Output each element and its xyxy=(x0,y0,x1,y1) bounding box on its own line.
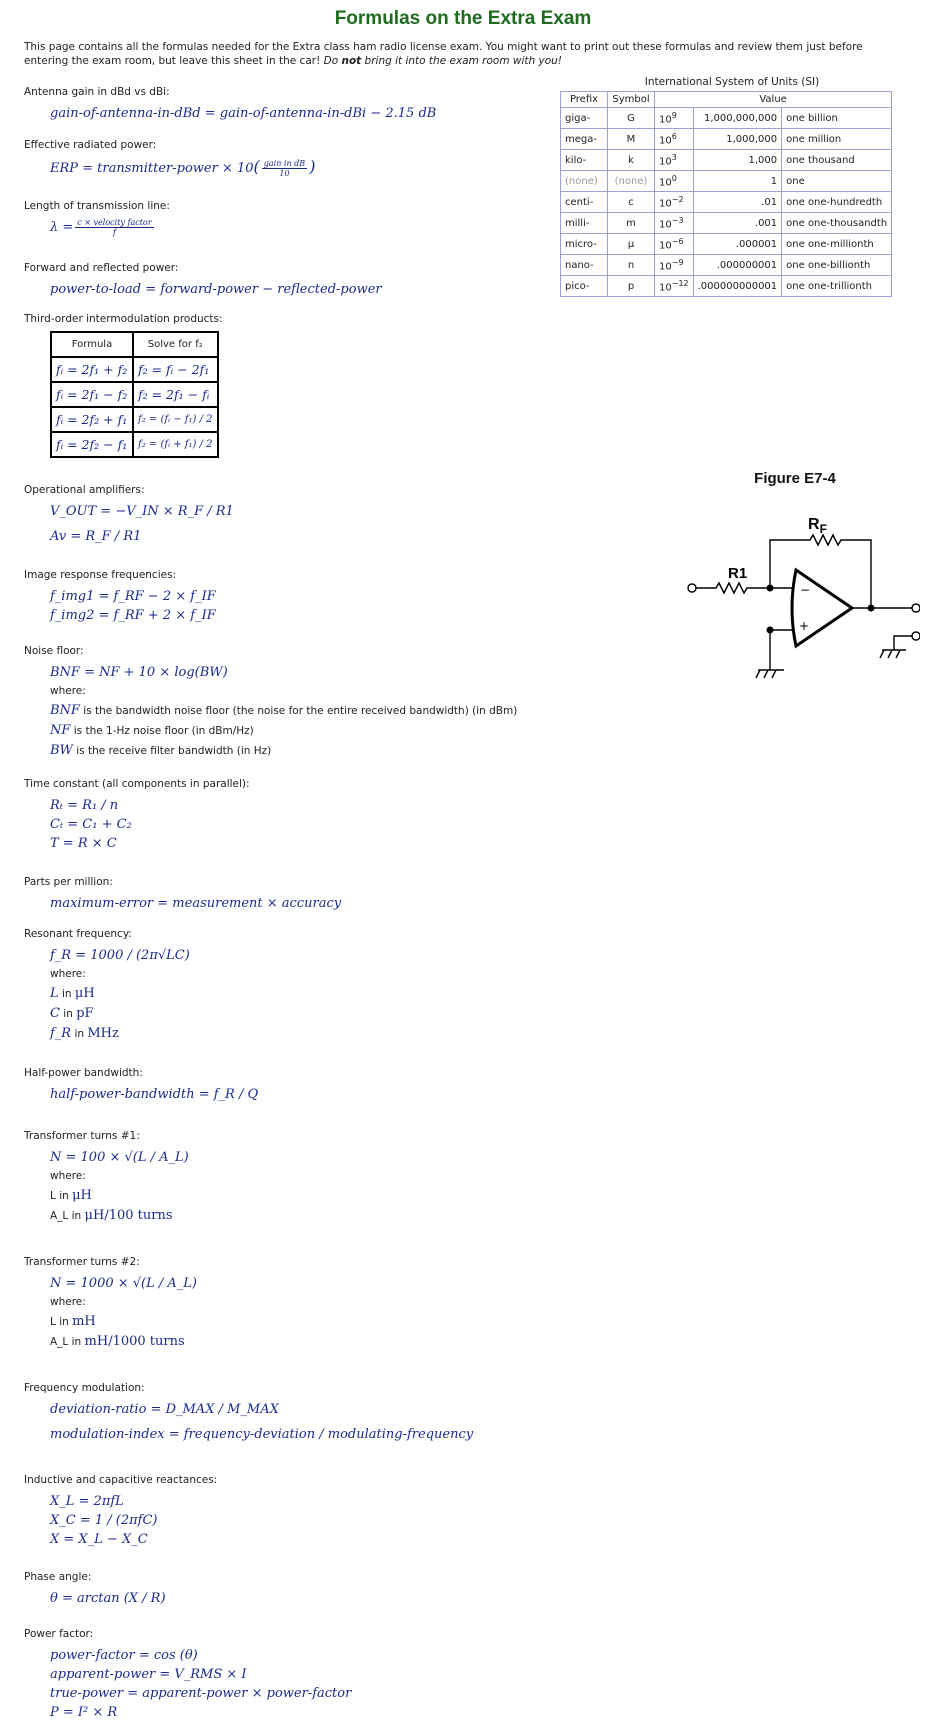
section-label: Antenna gain in dBd vs dBi: xyxy=(24,86,170,98)
formula: θ = arctan (X / R) xyxy=(50,1591,166,1606)
value-cell: .001 xyxy=(693,213,782,234)
intermod-table xyxy=(50,331,219,458)
note: f_R in MHz xyxy=(50,1026,119,1041)
ground-icon xyxy=(880,636,912,658)
formula: maximum-error = measurement × accuracy xyxy=(50,896,342,911)
power-cell: $10^3$ xyxy=(655,150,694,171)
section-line-length xyxy=(24,200,544,237)
intro-paragraph: This page contains all the formulas needed for the Extra class ham radio license exam. You might want to print out these formulas and review them just before entering the exam room, but leave this sheet in the car! Do not bring it into the exam room with you! xyxy=(24,41,863,67)
words-cell: one thousand xyxy=(782,150,892,171)
note: where: xyxy=(50,968,86,980)
column-header: Value xyxy=(655,92,892,108)
ground-icon xyxy=(756,670,784,678)
formula: apparent-power = V_RMS × I xyxy=(50,1667,247,1682)
section-turns-2 xyxy=(24,1256,544,1352)
prefix-cell: mega- xyxy=(561,129,608,150)
table-row xyxy=(561,255,892,276)
prefix-cell: nano- xyxy=(561,255,608,276)
section-forward-power xyxy=(24,262,544,299)
formula: gain-of-antenna-in-dBd = gain-of-antenna-in-dBi − 2.15 dB xyxy=(50,106,437,121)
formula: X_C = 1 / (2πfC) xyxy=(50,1513,158,1528)
section-reactance xyxy=(24,1474,544,1549)
formula: Rₜ = R₁ / n xyxy=(50,798,119,813)
value-cell: 1,000,000 xyxy=(693,129,782,150)
words-cell: one billion xyxy=(782,108,892,129)
formula: true-power = apparent-power × power-factor xyxy=(50,1686,352,1701)
note: A_L in mH/1000 turns xyxy=(50,1334,185,1349)
words-cell: one xyxy=(782,171,892,192)
power-cell: $10^{-6}$ xyxy=(655,234,694,255)
words-cell: one million xyxy=(782,129,892,150)
formula: f_img2 = f_RF + 2 × f_IF xyxy=(50,608,216,623)
value-cell: .01 xyxy=(693,192,782,213)
symbol-cell: n xyxy=(608,255,655,276)
table-row xyxy=(561,192,892,213)
formula: V_OUT = −V_IN × R_F / R1 xyxy=(50,504,234,519)
formula: P = I² × R xyxy=(50,1705,118,1720)
rf-label: $R_F$ xyxy=(808,516,827,536)
symbol-cell: μ xyxy=(608,234,655,255)
section-label: Frequency modulation: xyxy=(24,1382,145,1394)
section-antenna-gain xyxy=(24,86,544,123)
r1-label: R1 xyxy=(728,565,748,582)
output-terminal xyxy=(912,604,920,612)
section-label: Parts per million: xyxy=(24,876,113,888)
minus-sign: − xyxy=(800,583,811,597)
table-row xyxy=(561,213,892,234)
value-cell: .000001 xyxy=(693,234,782,255)
table-row: fᵢ = 2f₁ + f₂ f₂ = fᵢ − 2f₁ xyxy=(51,357,218,382)
table-row xyxy=(561,150,892,171)
prefix-cell: centi- xyxy=(561,192,608,213)
section-image-response xyxy=(24,569,544,625)
si-table-caption: International System of Units (SI) xyxy=(644,76,820,88)
symbol-cell: k xyxy=(608,150,655,171)
table-row: fᵢ = 2f₂ − f₁ f₂ = (fᵢ + f₁) / 2 xyxy=(51,432,218,457)
op-amp-circuit-diagram xyxy=(680,500,920,690)
value-cell: .000000000001 xyxy=(693,276,782,297)
value-cell: 1,000,000,000 xyxy=(693,108,782,129)
section-ppm xyxy=(24,876,544,913)
value-cell: .000000001 xyxy=(693,255,782,276)
section-label: Power factor: xyxy=(24,1628,94,1640)
formula: T = R × C xyxy=(50,836,117,851)
section-noise-floor xyxy=(24,645,564,761)
section-label: Inductive and capacitive reactances: xyxy=(24,1474,218,1486)
formula: λ = $\frac{\text{c × velocity factor}}{f}$ xyxy=(50,218,152,237)
formula: X_L = 2πfL xyxy=(50,1494,124,1509)
note: where: xyxy=(50,685,86,697)
section-erp xyxy=(24,139,544,178)
page-title: Formulas on the Extra Exam xyxy=(334,8,592,29)
power-cell: $10^{-3}$ xyxy=(655,213,694,234)
words-cell: one one-millionth xyxy=(782,234,892,255)
symbol-cell: G xyxy=(608,108,655,129)
table-row xyxy=(561,171,892,192)
section-label: Third-order intermodulation products: xyxy=(24,313,223,325)
power-cell: $10^{-12}$ xyxy=(655,276,694,297)
formula: Cₜ = C₁ + C₂ xyxy=(50,817,132,832)
note: A_L in μH/100 turns xyxy=(50,1208,173,1223)
section-phase-angle xyxy=(24,1571,544,1608)
formula: deviation-ratio = D_MAX / M_MAX xyxy=(50,1402,279,1417)
section-op-amps xyxy=(24,484,544,546)
section-label: Resonant frequency: xyxy=(24,928,132,940)
formula: f_img1 = f_RF − 2 × f_IF xyxy=(50,589,216,604)
column-header: Formula xyxy=(51,332,133,357)
words-cell: one one-billionth xyxy=(782,255,892,276)
table-row xyxy=(561,234,892,255)
formula: Av = R_F / R1 xyxy=(50,529,142,544)
section-label: Effective radiated power: xyxy=(24,139,157,151)
column-header: Prefix xyxy=(561,92,608,108)
symbol-cell: M xyxy=(608,129,655,150)
power-cell: $10^0$ xyxy=(655,171,694,192)
formula: N = 100 × √(L / A_L) xyxy=(50,1150,189,1165)
power-cell: $10^9$ xyxy=(655,108,694,129)
column-header: Symbol xyxy=(608,92,655,108)
formula: modulation-index = frequency-deviation / modulating-frequency xyxy=(50,1427,474,1442)
r1-resistor xyxy=(696,583,770,593)
formula: N = 1000 × √(L / A_L) xyxy=(50,1276,197,1291)
table-row xyxy=(561,276,892,297)
section-frequency-modulation xyxy=(24,1382,544,1444)
symbol-cell: m xyxy=(608,213,655,234)
power-cell: $10^{-9}$ xyxy=(655,255,694,276)
section-label: Image response frequencies: xyxy=(24,569,177,581)
value-cell: 1 xyxy=(693,171,782,192)
prefix-cell: pico- xyxy=(561,276,608,297)
section-label: Transformer turns #1: xyxy=(24,1130,140,1142)
section-turns-1 xyxy=(24,1130,544,1226)
power-cell: $10^6$ xyxy=(655,129,694,150)
section-time-constant xyxy=(24,778,544,853)
section-label: Half-power bandwidth: xyxy=(24,1067,143,1079)
note: BNF is the bandwidth noise floor (the noise for the entire received bandwidth) (in dBm) xyxy=(50,703,518,718)
table-row xyxy=(561,108,892,129)
note: L in mH xyxy=(50,1314,96,1329)
prefix-cell: micro- xyxy=(561,234,608,255)
note: NF is the 1-Hz noise floor (in dBm/Hz) xyxy=(50,723,254,738)
symbol-cell: (none) xyxy=(608,171,655,192)
table-row xyxy=(561,129,892,150)
formula: power-to-load = forward-power − reflected-power xyxy=(50,282,382,297)
section-label: Operational amplifiers: xyxy=(24,484,145,496)
formula: f_R = 1000 / (2π√LC) xyxy=(50,948,190,963)
table-row: fᵢ = 2f₁ − f₂ f₂ = 2f₁ − fᵢ xyxy=(51,382,218,407)
note: L in μH xyxy=(50,1188,92,1203)
note: L in μH xyxy=(50,986,95,1001)
words-cell: one one-thousandth xyxy=(782,213,892,234)
note: where: xyxy=(50,1170,86,1182)
section-label: Time constant (all components in parallel): xyxy=(24,778,250,790)
formula: X = X_L − X_C xyxy=(50,1532,148,1547)
column-header: Solve for f₂ xyxy=(133,332,218,357)
section-power-factor xyxy=(24,1628,544,1722)
symbol-cell: c xyxy=(608,192,655,213)
section-third-order xyxy=(24,313,544,458)
table-row: fᵢ = 2f₂ + f₁ f₂ = (fᵢ − f₁) / 2 xyxy=(51,407,218,432)
op-amp-triangle xyxy=(792,570,852,646)
prefix-cell: kilo- xyxy=(561,150,608,171)
section-half-power xyxy=(24,1067,544,1104)
ground-terminal xyxy=(912,632,920,640)
symbol-cell: p xyxy=(608,276,655,297)
power-cell: $10^{-2}$ xyxy=(655,192,694,213)
figure-title: Figure E7-4 xyxy=(754,470,836,487)
input-terminal xyxy=(688,584,696,592)
words-cell: one one-trillionth xyxy=(782,276,892,297)
formula: BNF = NF + 10 × log(BW) xyxy=(50,665,228,680)
formula: half-power-bandwidth = f_R / Q xyxy=(50,1087,259,1102)
note: where: xyxy=(50,1296,86,1308)
section-label: Noise floor: xyxy=(24,645,84,657)
section-label: Length of transmission line: xyxy=(24,200,170,212)
section-resonant-frequency xyxy=(24,928,544,1044)
formula: power-factor = cos (θ) xyxy=(50,1648,198,1663)
note: C in pF xyxy=(50,1006,94,1021)
prefix-cell: giga- xyxy=(561,108,608,129)
plus-sign: + xyxy=(799,619,810,633)
prefix-cell: milli- xyxy=(561,213,608,234)
section-label: Phase angle: xyxy=(24,1571,92,1583)
words-cell: one one-hundredth xyxy=(782,192,892,213)
section-label: Transformer turns #2: xyxy=(24,1256,140,1268)
prefix-cell: (none) xyxy=(561,171,608,192)
note: BW is the receive filter bandwidth (in Hz) xyxy=(50,743,272,758)
si-units-table xyxy=(560,91,892,297)
section-label: Forward and reflected power: xyxy=(24,262,179,274)
formula: ERP = transmitter-power × 10( $\frac{\text{gain in dB}}{10}$ ) xyxy=(50,157,316,178)
value-cell: 1,000 xyxy=(693,150,782,171)
